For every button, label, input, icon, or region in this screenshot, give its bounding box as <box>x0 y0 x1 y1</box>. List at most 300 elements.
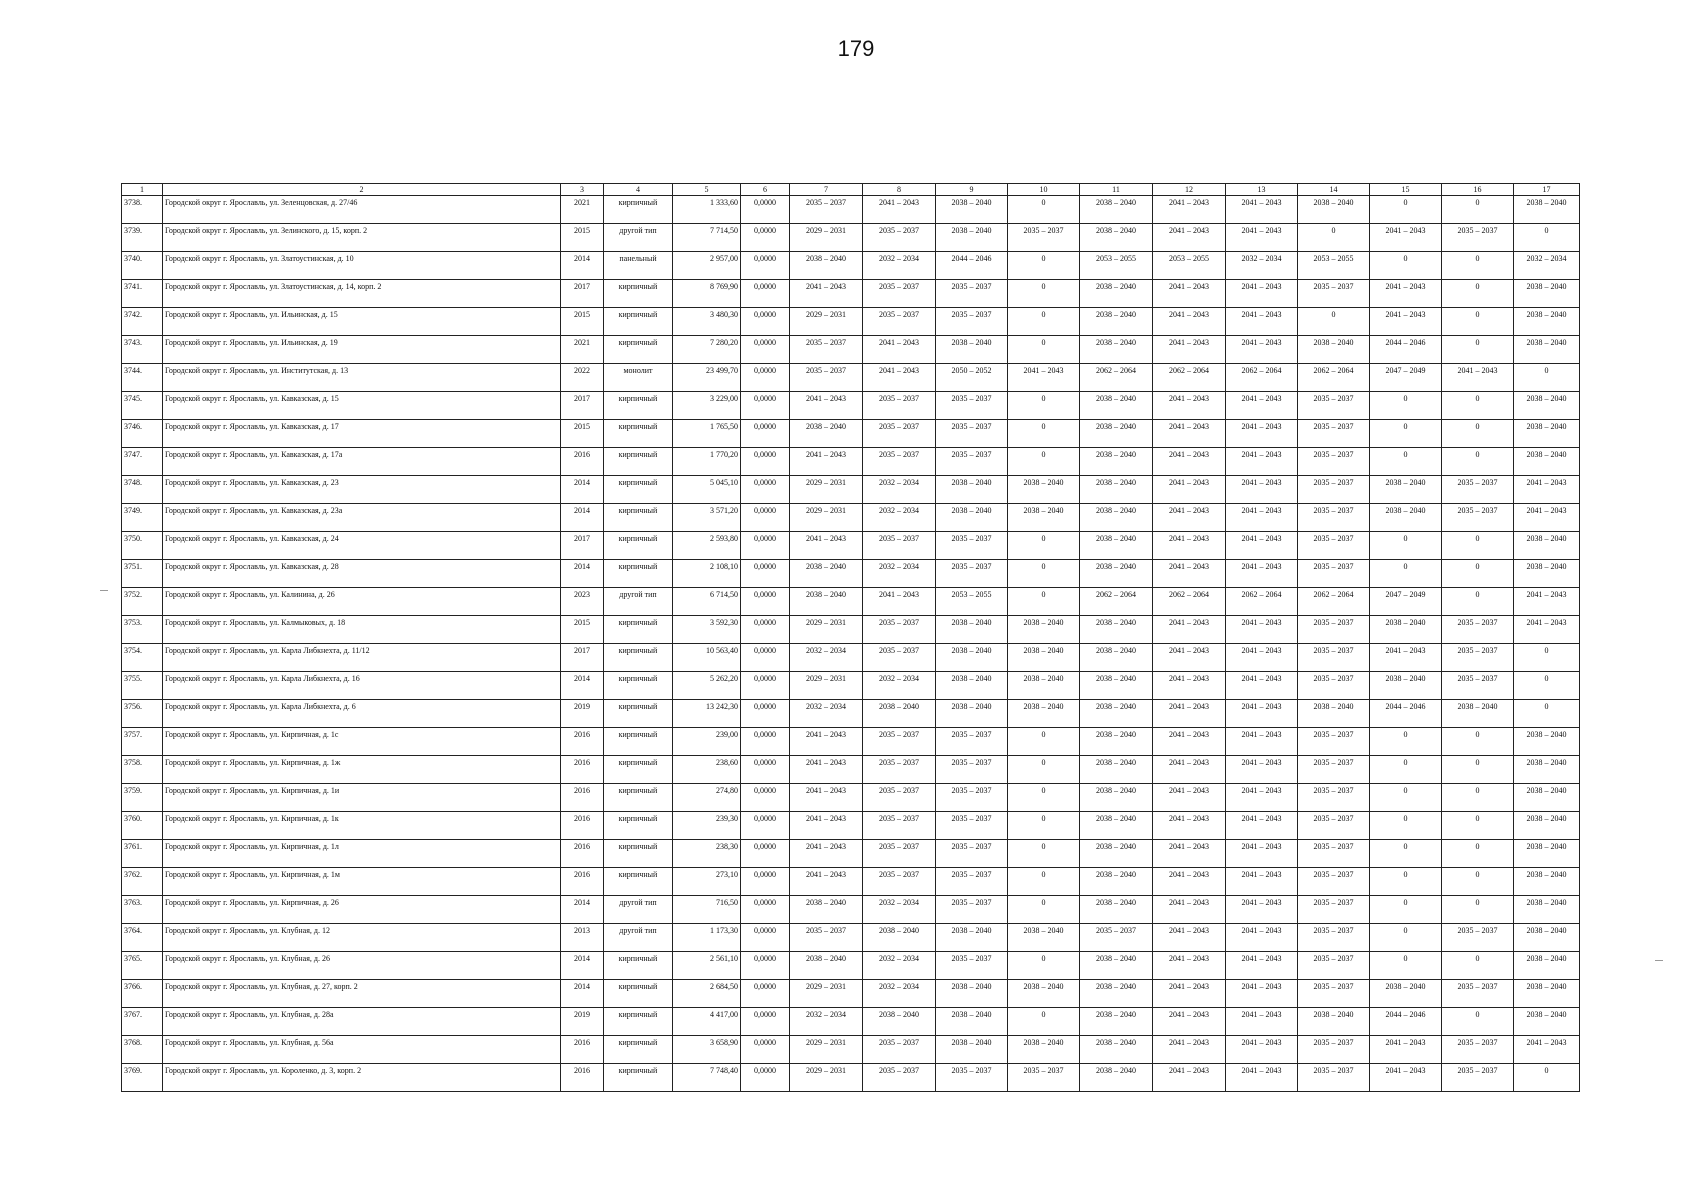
period-cell-col-12: 2041 – 2043 <box>1153 420 1226 448</box>
address-cell: Городской округ г. Ярославль, ул. Златоустинская, д. 14, корп. 2 <box>163 280 561 308</box>
address-cell: Городской округ г. Ярославль, ул. Златоустинская, д. 10 <box>163 252 561 280</box>
table-row <box>122 728 1580 756</box>
address-cell: Городской округ г. Ярославль, ул. Кавказская, д. 28 <box>163 560 561 588</box>
period-cell-col-12: 2041 – 2043 <box>1153 196 1226 224</box>
period-cell-col-12: 2041 – 2043 <box>1153 672 1226 700</box>
period-cell-col-10: 0 <box>1008 560 1080 588</box>
ratio-cell: 0,0000 <box>741 812 790 840</box>
wall-material-cell: кирпичный <box>604 728 673 756</box>
period-cell-col-15: 0 <box>1370 952 1442 980</box>
area-cell: 3 480,30 <box>673 308 741 336</box>
area-cell: 23 499,70 <box>673 364 741 392</box>
period-cell-col-10: 0 <box>1008 840 1080 868</box>
period-cell-col-16: 0 <box>1442 840 1514 868</box>
period-cell-col-16: 2038 – 2040 <box>1442 700 1514 728</box>
period-cell-col-15: 2038 – 2040 <box>1370 672 1442 700</box>
wall-material-cell: кирпичный <box>604 868 673 896</box>
wall-material-cell: кирпичный <box>604 784 673 812</box>
period-cell-col-15: 0 <box>1370 784 1442 812</box>
table-row <box>122 644 1580 672</box>
period-cell-col-13: 2062 – 2064 <box>1226 588 1298 616</box>
period-cell-col-10: 0 <box>1008 588 1080 616</box>
period-cell-col-14: 2035 – 2037 <box>1298 504 1370 532</box>
period-cell-col-11: 2038 – 2040 <box>1080 1036 1153 1064</box>
period-cell-col-16: 2041 – 2043 <box>1442 364 1514 392</box>
period-cell-col-10: 0 <box>1008 336 1080 364</box>
period-cell-col-14: 2053 – 2055 <box>1298 252 1370 280</box>
table-row <box>122 616 1580 644</box>
area-cell: 2 684,50 <box>673 980 741 1008</box>
period-cell-col-16: 2035 – 2037 <box>1442 644 1514 672</box>
year-cell: 2014 <box>561 560 604 588</box>
address-cell: Городской округ г. Ярославль, ул. Кавказская, д. 23 <box>163 476 561 504</box>
period-cell-col-17: 2038 – 2040 <box>1514 448 1580 476</box>
row-number-cell: 3749. <box>122 504 163 532</box>
wall-material-cell: кирпичный <box>604 616 673 644</box>
period-cell-col-14: 2038 – 2040 <box>1298 700 1370 728</box>
table-row <box>122 392 1580 420</box>
period-cell-col-9: 2038 – 2040 <box>936 196 1008 224</box>
period-cell-col-9: 2035 – 2037 <box>936 392 1008 420</box>
period-cell-col-14: 2035 – 2037 <box>1298 952 1370 980</box>
row-number-cell: 3740. <box>122 252 163 280</box>
row-number-cell: 3744. <box>122 364 163 392</box>
period-cell-col-12: 2041 – 2043 <box>1153 756 1226 784</box>
year-cell: 2014 <box>561 476 604 504</box>
period-cell-col-11: 2038 – 2040 <box>1080 1008 1153 1036</box>
period-cell-col-15: 0 <box>1370 196 1442 224</box>
period-cell-col-10: 0 <box>1008 1008 1080 1036</box>
period-cell-col-16: 0 <box>1442 336 1514 364</box>
period-cell-col-10: 2038 – 2040 <box>1008 616 1080 644</box>
column-header-7: 7 <box>790 184 863 196</box>
period-cell-col-9: 2035 – 2037 <box>936 868 1008 896</box>
area-cell: 6 714,50 <box>673 588 741 616</box>
period-cell-col-16: 0 <box>1442 588 1514 616</box>
period-cell-col-12: 2062 – 2064 <box>1153 364 1226 392</box>
period-cell-col-15: 2047 – 2049 <box>1370 364 1442 392</box>
period-cell-col-16: 2035 – 2037 <box>1442 924 1514 952</box>
period-cell-col-11: 2038 – 2040 <box>1080 616 1153 644</box>
period-cell-col-13: 2041 – 2043 <box>1226 868 1298 896</box>
year-cell: 2019 <box>561 1008 604 1036</box>
period-cell-col-17: 0 <box>1514 672 1580 700</box>
period-cell-col-9: 2038 – 2040 <box>936 504 1008 532</box>
period-cell-col-10: 2035 – 2037 <box>1008 224 1080 252</box>
period-cell-col-9: 2038 – 2040 <box>936 1036 1008 1064</box>
period-cell-col-14: 2038 – 2040 <box>1298 1008 1370 1036</box>
period-cell-col-8: 2032 – 2034 <box>863 672 936 700</box>
period-cell-col-11: 2038 – 2040 <box>1080 448 1153 476</box>
period-cell-col-16: 2035 – 2037 <box>1442 672 1514 700</box>
area-cell: 3 592,30 <box>673 616 741 644</box>
period-cell-col-14: 2035 – 2037 <box>1298 728 1370 756</box>
period-cell-col-16: 0 <box>1442 308 1514 336</box>
period-cell-col-12: 2041 – 2043 <box>1153 1008 1226 1036</box>
period-cell-col-13: 2041 – 2043 <box>1226 224 1298 252</box>
period-cell-col-14: 2035 – 2037 <box>1298 560 1370 588</box>
row-number-cell: 3760. <box>122 812 163 840</box>
ratio-cell: 0,0000 <box>741 476 790 504</box>
period-cell-col-16: 0 <box>1442 196 1514 224</box>
period-cell-col-15: 0 <box>1370 420 1442 448</box>
row-number-cell: 3745. <box>122 392 163 420</box>
address-cell: Городской округ г. Ярославль, ул. Кирпичная, д. 1л <box>163 840 561 868</box>
period-cell-col-11: 2053 – 2055 <box>1080 252 1153 280</box>
period-cell-col-7: 2041 – 2043 <box>790 280 863 308</box>
period-cell-col-14: 2035 – 2037 <box>1298 980 1370 1008</box>
period-cell-col-10: 2041 – 2043 <box>1008 364 1080 392</box>
table-row <box>122 504 1580 532</box>
address-cell: Городской округ г. Ярославль, ул. Кирпичная, д. 1ж <box>163 756 561 784</box>
period-cell-col-7: 2032 – 2034 <box>790 644 863 672</box>
period-cell-col-7: 2029 – 2031 <box>790 672 863 700</box>
page-number: 179 <box>837 36 875 61</box>
ratio-cell: 0,0000 <box>741 1036 790 1064</box>
address-cell: Городской округ г. Ярославль, ул. Ильинская, д. 19 <box>163 336 561 364</box>
area-cell: 7 714,50 <box>673 224 741 252</box>
period-cell-col-7: 2032 – 2034 <box>790 1008 863 1036</box>
address-cell: Городской округ г. Ярославль, ул. Кавказская, д. 17 <box>163 420 561 448</box>
table-row <box>122 280 1580 308</box>
period-cell-col-7: 2029 – 2031 <box>790 224 863 252</box>
address-cell: Городской округ г. Ярославль, ул. Кавказская, д. 23а <box>163 504 561 532</box>
period-cell-col-14: 2035 – 2037 <box>1298 280 1370 308</box>
period-cell-col-15: 0 <box>1370 840 1442 868</box>
period-cell-col-17: 2041 – 2043 <box>1514 588 1580 616</box>
year-cell: 2016 <box>561 784 604 812</box>
period-cell-col-9: 2035 – 2037 <box>936 420 1008 448</box>
period-cell-col-8: 2041 – 2043 <box>863 196 936 224</box>
period-cell-col-7: 2029 – 2031 <box>790 308 863 336</box>
period-cell-col-17: 2038 – 2040 <box>1514 560 1580 588</box>
period-cell-col-12: 2053 – 2055 <box>1153 252 1226 280</box>
period-cell-col-8: 2035 – 2037 <box>863 812 936 840</box>
period-cell-col-10: 0 <box>1008 392 1080 420</box>
address-cell: Городской округ г. Ярославль, ул. Клубная, д. 56а <box>163 1036 561 1064</box>
period-cell-col-11: 2038 – 2040 <box>1080 196 1153 224</box>
wall-material-cell: кирпичный <box>604 840 673 868</box>
ratio-cell: 0,0000 <box>741 980 790 1008</box>
period-cell-col-8: 2035 – 2037 <box>863 1036 936 1064</box>
period-cell-col-14: 2035 – 2037 <box>1298 756 1370 784</box>
address-cell: Городской округ г. Ярославль, ул. Кавказская, д. 15 <box>163 392 561 420</box>
period-cell-col-11: 2038 – 2040 <box>1080 728 1153 756</box>
period-cell-col-9: 2035 – 2037 <box>936 840 1008 868</box>
period-cell-col-7: 2035 – 2037 <box>790 924 863 952</box>
period-cell-col-9: 2044 – 2046 <box>936 252 1008 280</box>
address-cell: Городской округ г. Ярославль, ул. Кавказская, д. 17а <box>163 448 561 476</box>
period-cell-col-10: 2038 – 2040 <box>1008 924 1080 952</box>
period-cell-col-10: 0 <box>1008 784 1080 812</box>
period-cell-col-17: 2032 – 2034 <box>1514 252 1580 280</box>
period-cell-col-13: 2041 – 2043 <box>1226 924 1298 952</box>
ratio-cell: 0,0000 <box>741 924 790 952</box>
period-cell-col-17: 2038 – 2040 <box>1514 532 1580 560</box>
wall-material-cell: другой тип <box>604 924 673 952</box>
period-cell-col-8: 2038 – 2040 <box>863 1008 936 1036</box>
period-cell-col-7: 2035 – 2037 <box>790 196 863 224</box>
period-cell-col-14: 2062 – 2064 <box>1298 364 1370 392</box>
table-body <box>122 196 1580 1092</box>
period-cell-col-7: 2041 – 2043 <box>790 756 863 784</box>
period-cell-col-8: 2035 – 2037 <box>863 448 936 476</box>
period-cell-col-8: 2038 – 2040 <box>863 700 936 728</box>
period-cell-col-7: 2029 – 2031 <box>790 616 863 644</box>
period-cell-col-12: 2041 – 2043 <box>1153 560 1226 588</box>
table-row <box>122 840 1580 868</box>
row-number-cell: 3766. <box>122 980 163 1008</box>
year-cell: 2015 <box>561 420 604 448</box>
table-row <box>122 588 1580 616</box>
period-cell-col-17: 2038 – 2040 <box>1514 868 1580 896</box>
period-cell-col-8: 2041 – 2043 <box>863 336 936 364</box>
period-cell-col-11: 2038 – 2040 <box>1080 392 1153 420</box>
period-cell-col-7: 2035 – 2037 <box>790 364 863 392</box>
row-number-cell: 3739. <box>122 224 163 252</box>
period-cell-col-17: 0 <box>1514 364 1580 392</box>
table-row <box>122 952 1580 980</box>
period-cell-col-15: 2047 – 2049 <box>1370 588 1442 616</box>
period-cell-col-14: 2038 – 2040 <box>1298 196 1370 224</box>
address-cell: Городской округ г. Ярославль, ул. Клубная, д. 27, корп. 2 <box>163 980 561 1008</box>
row-number-cell: 3756. <box>122 700 163 728</box>
ratio-cell: 0,0000 <box>741 1008 790 1036</box>
period-cell-col-9: 2038 – 2040 <box>936 336 1008 364</box>
period-cell-col-17: 2038 – 2040 <box>1514 896 1580 924</box>
period-cell-col-9: 2035 – 2037 <box>936 308 1008 336</box>
period-cell-col-13: 2041 – 2043 <box>1226 504 1298 532</box>
period-cell-col-8: 2035 – 2037 <box>863 840 936 868</box>
period-cell-col-8: 2035 – 2037 <box>863 784 936 812</box>
period-cell-col-10: 0 <box>1008 812 1080 840</box>
period-cell-col-9: 2038 – 2040 <box>936 924 1008 952</box>
table-row <box>122 308 1580 336</box>
period-cell-col-17: 2038 – 2040 <box>1514 308 1580 336</box>
wall-material-cell: монолит <box>604 364 673 392</box>
period-cell-col-9: 2038 – 2040 <box>936 644 1008 672</box>
period-cell-col-9: 2035 – 2037 <box>936 560 1008 588</box>
period-cell-col-15: 0 <box>1370 868 1442 896</box>
wall-material-cell: кирпичный <box>604 336 673 364</box>
period-cell-col-8: 2032 – 2034 <box>863 252 936 280</box>
ratio-cell: 0,0000 <box>741 896 790 924</box>
year-cell: 2016 <box>561 812 604 840</box>
period-cell-col-7: 2038 – 2040 <box>790 560 863 588</box>
period-cell-col-12: 2041 – 2043 <box>1153 532 1226 560</box>
period-cell-col-14: 2035 – 2037 <box>1298 616 1370 644</box>
period-cell-col-8: 2035 – 2037 <box>863 644 936 672</box>
period-cell-col-11: 2038 – 2040 <box>1080 868 1153 896</box>
period-cell-col-11: 2038 – 2040 <box>1080 308 1153 336</box>
period-cell-col-8: 2032 – 2034 <box>863 476 936 504</box>
period-cell-col-12: 2041 – 2043 <box>1153 840 1226 868</box>
year-cell: 2014 <box>561 896 604 924</box>
period-cell-col-17: 2038 – 2040 <box>1514 420 1580 448</box>
row-number-cell: 3767. <box>122 1008 163 1036</box>
period-cell-col-13: 2041 – 2043 <box>1226 812 1298 840</box>
period-cell-col-10: 2035 – 2037 <box>1008 1064 1080 1092</box>
period-cell-col-16: 0 <box>1442 784 1514 812</box>
address-cell: Городской округ г. Ярославль, ул. Кирпичная, д. 1с <box>163 728 561 756</box>
housing-register-table-wrapper <box>121 183 1579 1092</box>
period-cell-col-14: 2035 – 2037 <box>1298 812 1370 840</box>
ratio-cell: 0,0000 <box>741 672 790 700</box>
period-cell-col-13: 2041 – 2043 <box>1226 952 1298 980</box>
period-cell-col-13: 2041 – 2043 <box>1226 1008 1298 1036</box>
scan-margin-mark <box>1655 960 1663 961</box>
period-cell-col-11: 2038 – 2040 <box>1080 476 1153 504</box>
area-cell: 239,30 <box>673 812 741 840</box>
period-cell-col-14: 2035 – 2037 <box>1298 672 1370 700</box>
row-number-cell: 3742. <box>122 308 163 336</box>
period-cell-col-12: 2062 – 2064 <box>1153 588 1226 616</box>
column-header-16: 16 <box>1442 184 1514 196</box>
year-cell: 2015 <box>561 616 604 644</box>
period-cell-col-13: 2041 – 2043 <box>1226 1036 1298 1064</box>
wall-material-cell: другой тип <box>604 588 673 616</box>
period-cell-col-7: 2041 – 2043 <box>790 784 863 812</box>
period-cell-col-11: 2038 – 2040 <box>1080 224 1153 252</box>
period-cell-col-17: 0 <box>1514 644 1580 672</box>
ratio-cell: 0,0000 <box>741 504 790 532</box>
period-cell-col-8: 2035 – 2037 <box>863 616 936 644</box>
wall-material-cell: кирпичный <box>604 280 673 308</box>
period-cell-col-15: 2041 – 2043 <box>1370 1064 1442 1092</box>
period-cell-col-16: 2035 – 2037 <box>1442 980 1514 1008</box>
period-cell-col-11: 2038 – 2040 <box>1080 952 1153 980</box>
period-cell-col-7: 2041 – 2043 <box>790 392 863 420</box>
column-header-12: 12 <box>1153 184 1226 196</box>
period-cell-col-17: 2038 – 2040 <box>1514 840 1580 868</box>
period-cell-col-16: 0 <box>1442 1008 1514 1036</box>
year-cell: 2017 <box>561 280 604 308</box>
period-cell-col-17: 2038 – 2040 <box>1514 336 1580 364</box>
wall-material-cell: кирпичный <box>604 392 673 420</box>
period-cell-col-12: 2041 – 2043 <box>1153 784 1226 812</box>
period-cell-col-14: 2035 – 2037 <box>1298 420 1370 448</box>
period-cell-col-13: 2041 – 2043 <box>1226 280 1298 308</box>
year-cell: 2014 <box>561 980 604 1008</box>
period-cell-col-12: 2041 – 2043 <box>1153 392 1226 420</box>
period-cell-col-10: 2038 – 2040 <box>1008 980 1080 1008</box>
period-cell-col-9: 2050 – 2052 <box>936 364 1008 392</box>
period-cell-col-17: 2038 – 2040 <box>1514 952 1580 980</box>
period-cell-col-15: 2044 – 2046 <box>1370 336 1442 364</box>
period-cell-col-8: 2032 – 2034 <box>863 504 936 532</box>
period-cell-col-11: 2038 – 2040 <box>1080 700 1153 728</box>
period-cell-col-16: 2035 – 2037 <box>1442 224 1514 252</box>
period-cell-col-12: 2041 – 2043 <box>1153 1036 1226 1064</box>
wall-material-cell: кирпичный <box>604 952 673 980</box>
period-cell-col-9: 2035 – 2037 <box>936 728 1008 756</box>
ratio-cell: 0,0000 <box>741 280 790 308</box>
ratio-cell: 0,0000 <box>741 392 790 420</box>
area-cell: 1 173,30 <box>673 924 741 952</box>
ratio-cell: 0,0000 <box>741 588 790 616</box>
period-cell-col-9: 2053 – 2055 <box>936 588 1008 616</box>
period-cell-col-11: 2038 – 2040 <box>1080 896 1153 924</box>
period-cell-col-9: 2038 – 2040 <box>936 224 1008 252</box>
address-cell: Городской округ г. Ярославль, ул. Зеленцовская, д. 27/46 <box>163 196 561 224</box>
ratio-cell: 0,0000 <box>741 840 790 868</box>
year-cell: 2021 <box>561 196 604 224</box>
period-cell-col-13: 2041 – 2043 <box>1226 840 1298 868</box>
period-cell-col-15: 2038 – 2040 <box>1370 980 1442 1008</box>
area-cell: 1 333,60 <box>673 196 741 224</box>
period-cell-col-8: 2035 – 2037 <box>863 1064 936 1092</box>
period-cell-col-15: 2041 – 2043 <box>1370 224 1442 252</box>
wall-material-cell: другой тип <box>604 896 673 924</box>
year-cell: 2016 <box>561 756 604 784</box>
column-header-5: 5 <box>673 184 741 196</box>
period-cell-col-12: 2041 – 2043 <box>1153 924 1226 952</box>
wall-material-cell: кирпичный <box>604 476 673 504</box>
period-cell-col-13: 2032 – 2034 <box>1226 252 1298 280</box>
period-cell-col-15: 0 <box>1370 392 1442 420</box>
period-cell-col-14: 2062 – 2064 <box>1298 588 1370 616</box>
period-cell-col-7: 2038 – 2040 <box>790 588 863 616</box>
period-cell-col-7: 2041 – 2043 <box>790 812 863 840</box>
period-cell-col-9: 2035 – 2037 <box>936 952 1008 980</box>
row-number-cell: 3754. <box>122 644 163 672</box>
period-cell-col-11: 2038 – 2040 <box>1080 1064 1153 1092</box>
period-cell-col-14: 2035 – 2037 <box>1298 448 1370 476</box>
ratio-cell: 0,0000 <box>741 756 790 784</box>
period-cell-col-12: 2041 – 2043 <box>1153 616 1226 644</box>
period-cell-col-7: 2029 – 2031 <box>790 504 863 532</box>
wall-material-cell: кирпичный <box>604 448 673 476</box>
year-cell: 2016 <box>561 1036 604 1064</box>
table-row <box>122 476 1580 504</box>
table-row <box>122 812 1580 840</box>
period-cell-col-8: 2035 – 2037 <box>863 280 936 308</box>
period-cell-col-15: 0 <box>1370 812 1442 840</box>
period-cell-col-11: 2038 – 2040 <box>1080 812 1153 840</box>
period-cell-col-11: 2038 – 2040 <box>1080 420 1153 448</box>
period-cell-col-9: 2035 – 2037 <box>936 812 1008 840</box>
period-cell-col-8: 2035 – 2037 <box>863 756 936 784</box>
period-cell-col-10: 2038 – 2040 <box>1008 476 1080 504</box>
period-cell-col-12: 2041 – 2043 <box>1153 644 1226 672</box>
period-cell-col-13: 2041 – 2043 <box>1226 784 1298 812</box>
period-cell-col-15: 2038 – 2040 <box>1370 504 1442 532</box>
period-cell-col-7: 2029 – 2031 <box>790 1036 863 1064</box>
address-cell: Городской округ г. Ярославль, ул. Калмыковых, д. 18 <box>163 616 561 644</box>
period-cell-col-9: 2035 – 2037 <box>936 448 1008 476</box>
period-cell-col-10: 0 <box>1008 308 1080 336</box>
period-cell-col-7: 2038 – 2040 <box>790 420 863 448</box>
period-cell-col-16: 0 <box>1442 252 1514 280</box>
period-cell-col-17: 2038 – 2040 <box>1514 756 1580 784</box>
period-cell-col-10: 0 <box>1008 252 1080 280</box>
ratio-cell: 0,0000 <box>741 1064 790 1092</box>
period-cell-col-8: 2035 – 2037 <box>863 420 936 448</box>
area-cell: 716,50 <box>673 896 741 924</box>
period-cell-col-15: 2041 – 2043 <box>1370 1036 1442 1064</box>
period-cell-col-17: 2038 – 2040 <box>1514 392 1580 420</box>
period-cell-col-7: 2029 – 2031 <box>790 1064 863 1092</box>
area-cell: 2 561,10 <box>673 952 741 980</box>
period-cell-col-12: 2041 – 2043 <box>1153 896 1226 924</box>
period-cell-col-13: 2041 – 2043 <box>1226 756 1298 784</box>
period-cell-col-12: 2041 – 2043 <box>1153 728 1226 756</box>
table-row <box>122 868 1580 896</box>
column-number-row <box>122 184 1580 196</box>
period-cell-col-17: 2038 – 2040 <box>1514 784 1580 812</box>
period-cell-col-7: 2035 – 2037 <box>790 336 863 364</box>
period-cell-col-13: 2041 – 2043 <box>1226 420 1298 448</box>
